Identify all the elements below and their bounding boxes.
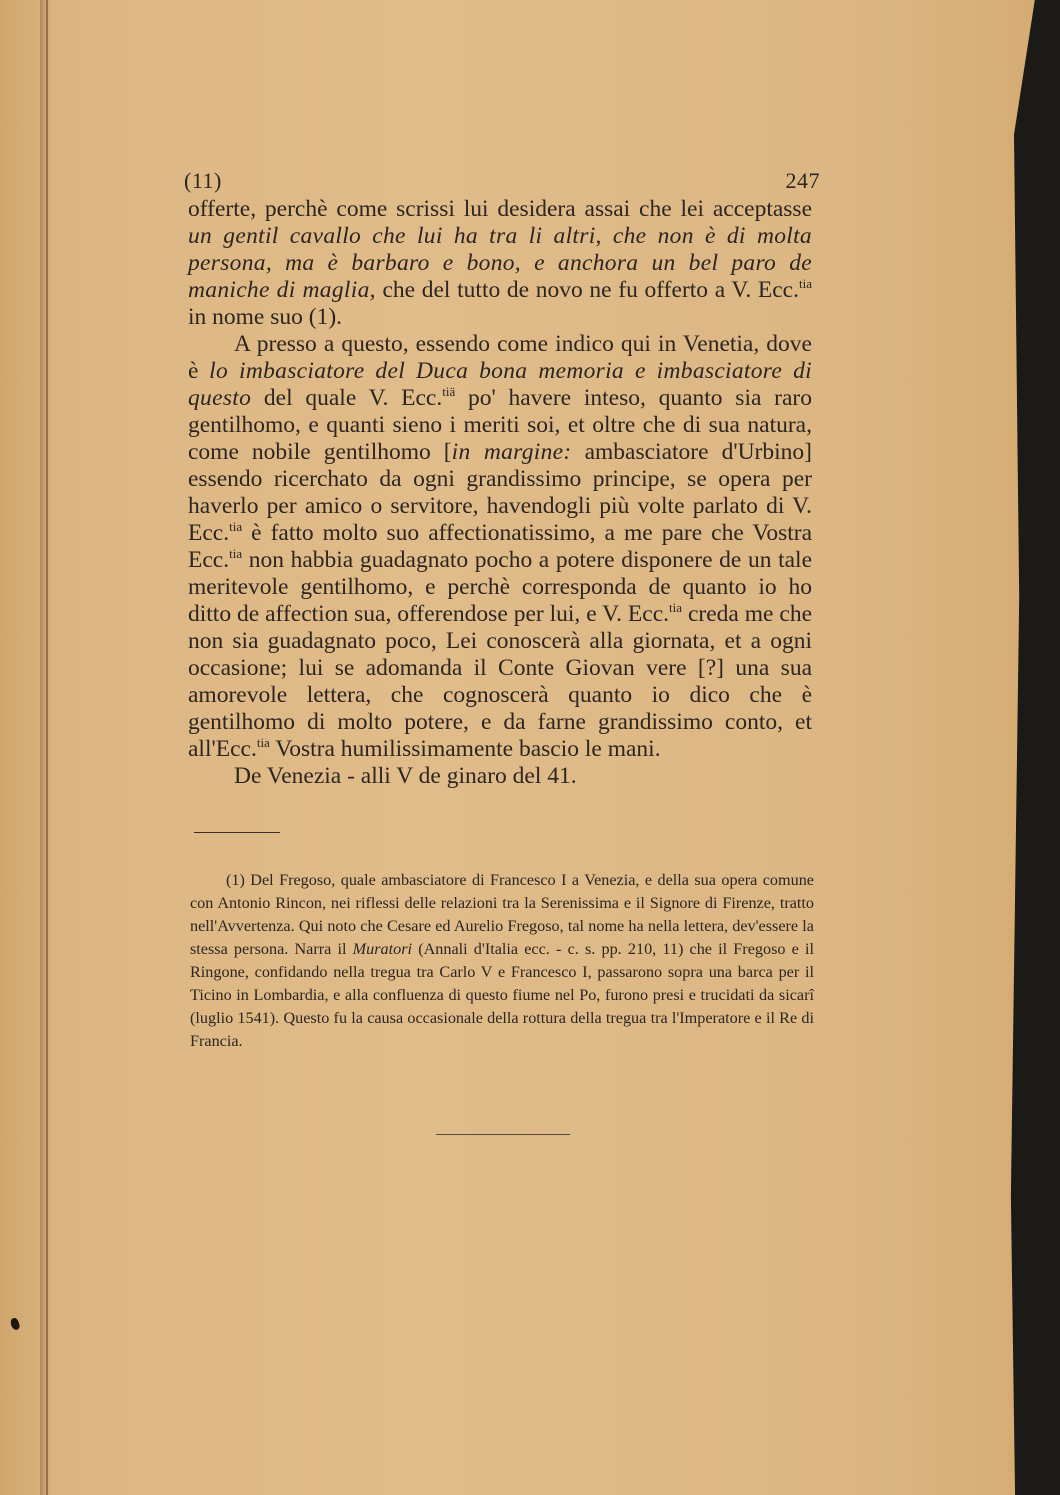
page-number: 247 (785, 168, 820, 193)
paragraph-2: A presso a questo, essendo come indico qui in Venetia, dove è lo imbasciatore del Duca bona memoria e imbasciatore di questo del quale V. Ecc.$^{tiä}$ po' havere inteso, quanto sia raro gentilhomo, e quanti sieno i meriti soi, et oltre che di sua natura, come nobile gentilhomo [in margine: ambasciatore d'Urbino] essendo ricerchato da ogni grandissimo principe, se opera per haverlo per amico o servitore, havendogli più volte parlato di V. Ecc.$^{tia}$ è fatto molto suo affectionatissimo, a me pare che Vostra Ecc.$^{tia}$ non habbia guadagnato pocho a potere disponere de un tale meritevole gentilhomo, e perchè corresponda de quanto io ho ditto de affection sua, offerendose per lui, e V. Ecc.$^{tia}$ creda me che non sia guadagnato poco, Lei conoscerà alla giornata, et a ogni occasione; lui se adomanda il Conte Giovan vere [?] una sua amorevole lettera, che cognoscerà quanto io dico che è gentilhomo di molto potere, e da farne grandissimo conto, et all'Ecc.$^{tia}$ Vostra humilissimamente bascio le mani. (188, 331, 812, 762)
superscript: tia (229, 546, 243, 561)
end-rule (436, 1134, 570, 1135)
closing-line: De Venezia - alli V de ginaro del 41. (234, 763, 577, 789)
signature-number: (11) (184, 168, 222, 193)
italic-margin-note: in margine: (451, 439, 572, 465)
footnote-paragraph: (1) Del Fregoso, quale ambasciatore di Francesco I a Venezia, e della sua opera comune con Antonio Rincon, nei riflessi delle relazioni tra la Serenissima e il Signore di Firenze, tratto nell'Avvertenza. Qui noto che Cesare ed Aurelio Fregoso, tal nome ha nella lettera, dev'essere la stessa persona. Narra il Muratori (Annali d'Italia ecc. - c. s. pp. 210, 11) che il Fregoso e il Ringone, confidando nella tregua tra Carlo V e Francesco I, passarono sopra una barca per il Ticino in Lombardia, e alla confluenza di questo fiume nel Po, furono presi e trucidati da sicarî (luglio 1541). Questo fu la causa occasionale della rottura della tregua tra l'Imperatore e il Re di Francia. (190, 871, 814, 1050)
superscript: tia (669, 600, 683, 615)
running-head (184, 168, 820, 194)
binding-fold-line (46, 0, 48, 1495)
superscript: tia (256, 735, 270, 750)
footnote-separator (194, 832, 280, 833)
superscript: tia (798, 276, 812, 291)
italic-author: Muratori (352, 940, 413, 958)
italic-quote: un gentil cavallo che lui ha tra li altri, che non è di molta persona, ma è barbaro e bono, e anchora un bel paro de maniche di maglia, (188, 223, 812, 303)
letter-body (188, 196, 812, 790)
italic-quote: lo imbasciatore del Duca bona memoria e imbasciatore di questo (188, 358, 812, 411)
paragraph-1: offerte, perchè come scrissi lui desidera assai che lei acceptasse un gentil cavallo che lui ha tra li altri, che non è di molta persona, ma è barbaro e bono, e anchora un bel paro de maniche di maglia, che del tutto de novo ne fu offerto a V. Ecc.$^{tia}$ in nome suo (1). (188, 196, 812, 330)
superscript: tia (229, 519, 243, 534)
superscript: tiä (442, 384, 456, 399)
footnote (190, 869, 814, 1053)
